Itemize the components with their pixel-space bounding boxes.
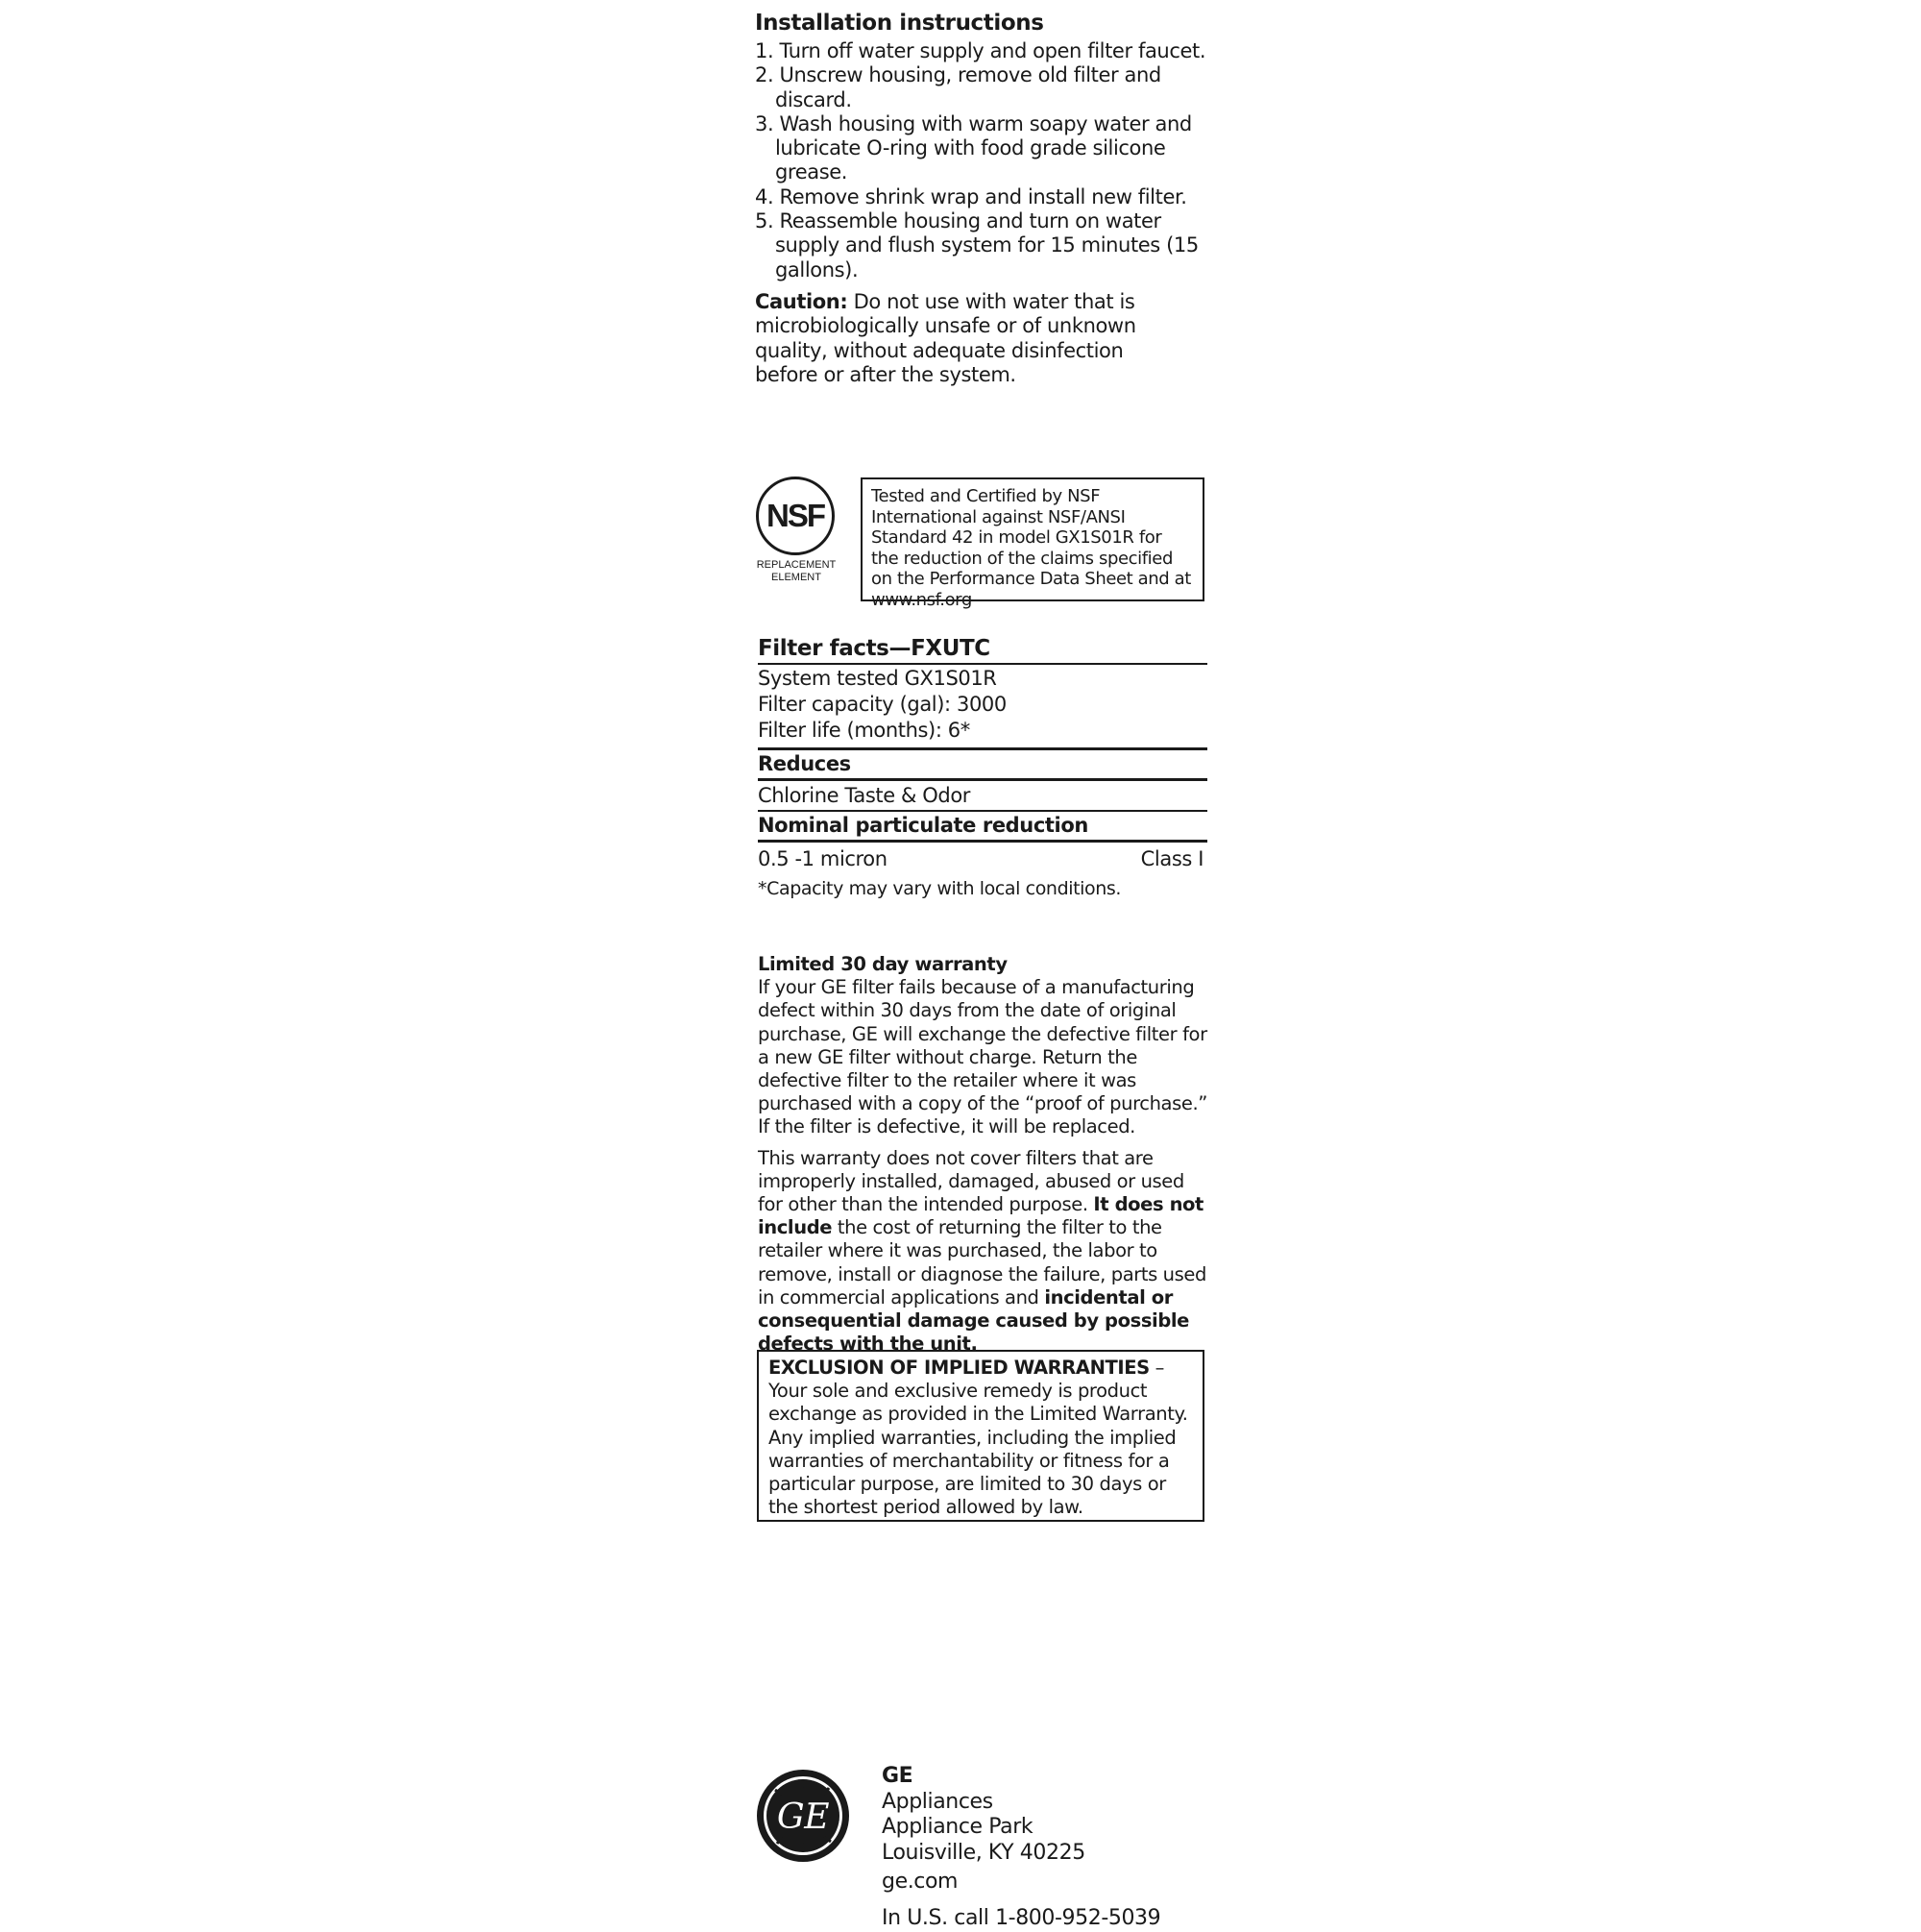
particulate-heading: Nominal particulate reduction xyxy=(758,810,1207,843)
installation-section xyxy=(755,10,1206,387)
warranty-paragraph-1: If your GE filter fails because of a manufacturing defect within 30 days from the date of original purchase, GE will exchange the defective filter for a new GE filter without charge. Return the defective filter to the retailer where it was purchased with a copy of the “proof of purchase.” If the filter is defective, it will be replaced. xyxy=(758,976,1207,1138)
nsf-caption-line: REPLACEMENT xyxy=(756,559,837,571)
filter-facts-title: Filter facts—FXUTC xyxy=(758,634,1207,665)
ge-address-line: Louisville, KY 40225 xyxy=(882,1840,1085,1865)
ge-address-line: Appliances xyxy=(882,1789,993,1814)
nsf-certification-box: Tested and Certified by NSF International against NSF/ANSI Standard 42 in model GX1S01R for the reduction of the claims specified on the Performance Data Sheet and at www.nsf.org xyxy=(861,477,1204,601)
nsf-seal-icon xyxy=(756,477,835,555)
ge-address-line: Appliance Park xyxy=(882,1815,1033,1839)
capacity-note: *Capacity may vary with local conditions. xyxy=(758,878,1122,899)
warranty-title: Limited 30 day warranty xyxy=(758,953,1008,975)
installation-step: 4. Remove shrink wrap and install new filter. xyxy=(755,184,1187,208)
warranty-text: This warranty does not cover filters that are improperly installed, damaged, abused or used for other than the intended purpose. xyxy=(758,1146,1184,1216)
filter-life: Filter life (months): 6* xyxy=(758,719,970,742)
installation-steps xyxy=(755,39,1206,282)
reduces-item: Chlorine Taste & Odor xyxy=(758,784,971,807)
particulate-class: Class I xyxy=(1140,847,1204,870)
caution-text xyxy=(755,290,1178,387)
warranty-section xyxy=(758,953,1209,1363)
installation-step: 3. Wash housing with warm soapy water and lubricate O-ring with food grade silicone grease. xyxy=(755,111,1192,184)
warranty-paragraph-2 xyxy=(758,1147,1209,1357)
filter-facts-table xyxy=(758,634,1207,902)
system-tested: System tested GX1S01R xyxy=(758,667,997,690)
nsf-logo-text: NSF xyxy=(766,498,824,533)
particulate-range: 0.5 -1 micron xyxy=(758,847,888,870)
nsf-caption-line: ELEMENT xyxy=(771,572,821,583)
caution-body: Do not use with water that is microbiologically unsafe or of unknown quality, without adequate disinfection before or after the system. xyxy=(755,289,1136,386)
reduces-heading: Reduces xyxy=(758,747,1207,781)
ge-logo-text: GE xyxy=(776,1797,830,1837)
exclusion-label: EXCLUSION OF IMPLIED WARRANTIES xyxy=(768,1357,1150,1379)
installation-step: 1. Turn off water supply and open filter faucet. xyxy=(755,39,1206,62)
ge-website: ge.com xyxy=(882,1870,959,1894)
warranty-bold-text: It does not include xyxy=(758,1193,1204,1239)
warranty-bold-text: incidental or consequential damage caused by possible defects with the unit. xyxy=(758,1285,1189,1356)
caution-label: Caution: xyxy=(755,289,848,313)
filter-capacity: Filter capacity (gal): 3000 xyxy=(758,693,1007,716)
installation-title: Installation instructions xyxy=(755,11,1044,36)
exclusion-text: – Your sole and exclusive remedy is product exchange as provided in the Limited Warranty. Any implied warranties, including the implied warranties of merchantability or fitness for a particular purpose, are limited to 30 days or the shortest period allowed by law. xyxy=(768,1357,1188,1519)
particulate-row xyxy=(758,843,1207,875)
warranty-title-wrap xyxy=(758,953,1209,976)
installation-step: 5. Reassemble housing and turn on water supply and flush system for 15 minutes (15 gallons). xyxy=(755,209,1199,281)
installation-step: 2. Unscrew housing, remove old filter and discard. xyxy=(755,63,1161,111)
exclusion-box xyxy=(757,1350,1204,1522)
ge-name: GE xyxy=(882,1764,913,1788)
nsf-logo xyxy=(753,477,839,592)
nsf-caption xyxy=(753,559,839,584)
ge-address xyxy=(882,1764,1170,1895)
ge-monogram-icon xyxy=(756,1769,850,1863)
ge-logo-icon xyxy=(756,1769,850,1863)
warranty-text: the cost of returning the filter to the retailer where it was purchased, the labor to remove, install or diagnose the failure, parts used in commercial applications and xyxy=(758,1216,1206,1308)
ge-phone: In U.S. call 1-800-952-5039 xyxy=(882,1906,1161,1930)
